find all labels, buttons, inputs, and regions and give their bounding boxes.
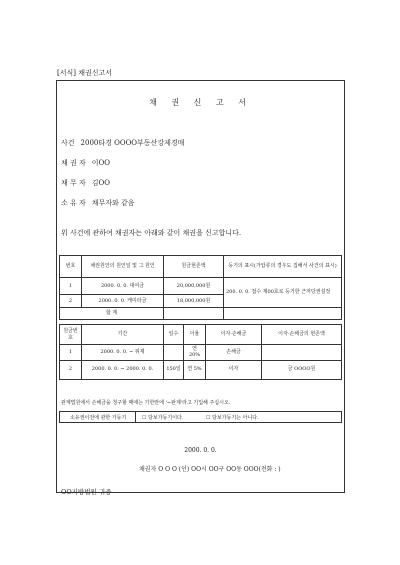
claims-header-registration: 등기의 표시(가압류의 경우도 집해서 사건의 표시): [224, 256, 342, 278]
case-line: [61, 138, 184, 148]
interest-period: 2000. 0. 0. ~ 위제: [82, 345, 164, 361]
provisional-registration-row: [59, 411, 342, 423]
claims-table: [59, 255, 342, 320]
creditor-value: 이OO: [91, 159, 110, 167]
non-security-registration-checkbox[interactable]: ☐ 담보가등기는 아니다.: [206, 415, 259, 421]
claim-registration: 200. 0. 0. 접수 제00호로 등기한 근저당권설정: [224, 278, 342, 308]
claims-total-label: 합 계: [60, 308, 164, 320]
claims-header-amount: 원금현존액: [164, 256, 224, 278]
document-title: 채 권 신 고 서: [149, 98, 252, 107]
provisional-registration-label: 소유권이전에 관한 가등기: [70, 415, 127, 421]
interest-header-days: 일수: [164, 325, 184, 345]
claims-header-cause: 채권원인의 원인일 및 그 원인: [82, 256, 164, 278]
interest-header-type: 이자·손해금: [206, 325, 262, 345]
interest-no: 2: [60, 360, 82, 379]
case-label: 사건: [61, 139, 75, 147]
security-registration-checkbox[interactable]: ☐ 담보가등기이다.: [142, 415, 184, 421]
instruction-note: 관계법원에서 손해금을 청구할 때에는 기한란에 '~완제'라고 기입해 주십시오.: [61, 400, 231, 406]
claims-total-blank: [224, 308, 342, 320]
table-row-total: [60, 308, 342, 320]
claim-no: 2: [60, 295, 82, 308]
interest-type: 손해금: [206, 345, 262, 361]
claim-no: 1: [60, 278, 82, 295]
interest-amount: 금 OOOO원: [262, 360, 342, 379]
creditor-signature-line: 채권자 O O O (인) OO시 OO구 OO동 OOO(전화 : ): [139, 466, 281, 473]
claims-total-amount: [164, 308, 224, 320]
debtor-label: 채 무 자: [61, 179, 86, 187]
creditor-line: [61, 158, 110, 168]
divider: [135, 412, 136, 422]
creditor-label: 채 권 자: [61, 159, 86, 167]
owner-line: [61, 198, 135, 208]
table-row: [60, 345, 342, 361]
interest-rate: 연 20%: [184, 345, 206, 361]
form-caption: [서식] 채권신고서: [57, 69, 113, 77]
case-value: 2000타경 OOOO부동산강제경매: [80, 139, 185, 147]
filing-date: 2000. 0. 0.: [184, 447, 217, 454]
debtor-line: [61, 178, 110, 188]
table-row: [60, 360, 342, 379]
owner-label: 소 유 자: [61, 199, 86, 207]
claim-amount: 20,000,000원: [164, 278, 224, 295]
table-row: [60, 278, 342, 295]
claim-cause: 2000. 0. 0. 케미라금: [82, 295, 164, 308]
interest-days: 150일: [164, 360, 184, 379]
statement: 위 사건에 관하여 채권자는 아래와 같이 채권을 신고합니다.: [61, 229, 242, 237]
owner-value: 채무자와 같음: [91, 199, 135, 207]
interest-type: 이자: [206, 360, 262, 379]
interest-days: [164, 345, 184, 361]
claims-header-no: 번호: [60, 256, 82, 278]
interest-header-amount: 이자·손해금의 현존액: [262, 325, 342, 345]
interest-header-period: 기간: [82, 325, 164, 345]
interest-header-no: 원금번호: [60, 325, 82, 345]
interest-table: [59, 324, 342, 380]
claim-amount: 18,000,000원: [164, 295, 224, 308]
interest-header-rate: 이율: [184, 325, 206, 345]
court-addressee: OO지방법원 귀중: [61, 488, 112, 496]
claim-cause: 2000. 0. 0. 대여금: [82, 278, 164, 295]
debtor-value: 김OO: [91, 179, 110, 187]
interest-amount: [262, 345, 342, 361]
interest-period: 2000. 0. 0. ~ 2000. 0. 0.: [82, 360, 164, 379]
interest-rate: 연 5%: [184, 360, 206, 379]
interest-no: 1: [60, 345, 82, 361]
claim-report-form: [56, 80, 345, 496]
